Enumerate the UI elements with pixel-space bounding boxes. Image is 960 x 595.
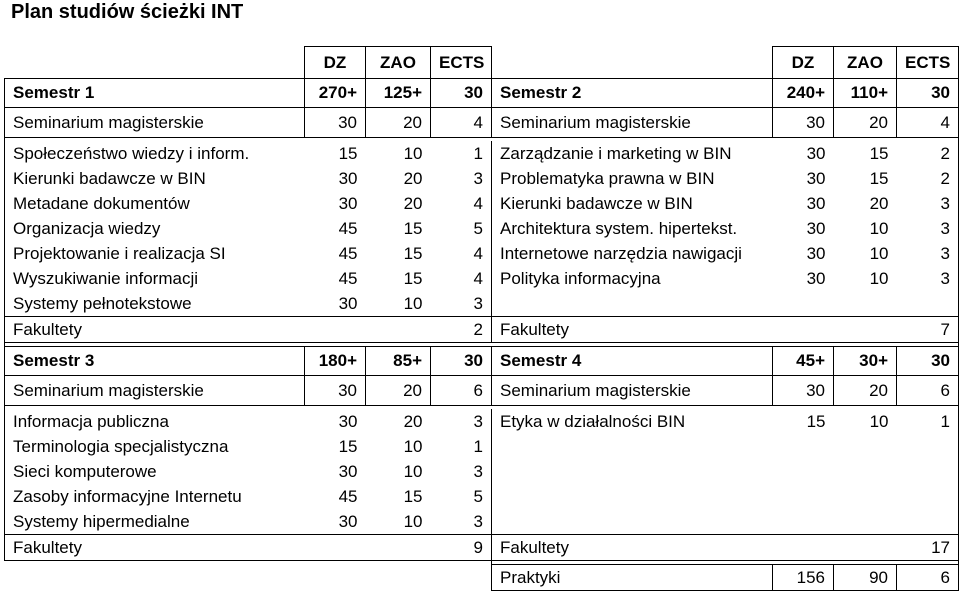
course-ects: 2 [897,166,959,191]
course-name: Etyka w działalności BIN [500,412,686,431]
seminar-ects: 6 [897,376,959,406]
course-row [5,241,959,266]
course-ects: 3 [431,166,492,191]
header-dz: DZ [773,47,834,79]
semester-ects: 30 [897,347,959,376]
course-name: Metadane dokumentów [5,191,305,216]
electives-name: Fakultety [492,535,773,561]
course-ects: 1 [431,141,492,166]
electives-name: Fakultety [492,317,773,343]
course-name: Projektowanie i realizacja SI [5,241,305,266]
internship-row [5,565,959,591]
study-plan-table [4,46,959,591]
course-row [5,434,959,459]
course-zao: 10 [869,219,889,238]
course-name: Terminologia specjalistyczna [5,434,305,459]
course-name: Sieci komputerowe [5,459,305,484]
course-dz: 45 [338,244,358,263]
course-zao: 20 [403,412,423,431]
course-name: Wyszukiwanie informacji [5,266,305,291]
header-dz: DZ [305,47,366,79]
course-dz: 45 [338,269,358,288]
course-ects: 3 [897,241,959,266]
course-dz: 30 [806,269,826,288]
course-zao: 10 [366,509,431,535]
header-zao: ZAO [366,47,431,79]
seminar-dz: 30 [305,376,366,406]
electives-name: Fakultety [5,317,305,343]
seminar-name: Seminarium magisterskie [492,108,773,138]
seminar-row [5,108,959,138]
course-name: Kierunki badawcze w BIN [5,166,305,191]
course-row [5,141,959,166]
seminar-zao: 20 [366,376,431,406]
course-row [5,409,959,434]
course-ects: 3 [897,216,959,241]
course-name: Informacja publiczna [5,409,305,434]
semester-name: Semestr 2 [492,79,773,108]
course-dz: 30 [806,219,826,238]
internship-ects: 6 [897,565,959,591]
course-name: Problematyka prawna w BIN [500,169,715,188]
course-ects: 5 [431,484,492,509]
semester-dz: 45+ [773,347,834,376]
course-dz: 30 [338,412,358,431]
course-row [5,166,959,191]
semester-name: Semestr 3 [5,347,305,376]
course-row [5,484,959,509]
course-dz: 30 [305,291,366,317]
semester-zao: 110+ [834,79,897,108]
course-zao: 15 [403,219,423,238]
page-title: Plan studiów ścieżki INT [11,1,244,23]
course-name: Internetowe narzędzia nawigacji [500,244,742,263]
seminar-name: Seminarium magisterskie [5,376,305,406]
seminar-dz: 30 [773,376,834,406]
header-ects: ECTS [431,47,492,79]
course-row [5,216,959,241]
course-name: Zarządzanie i marketing w BIN [500,144,732,163]
course-name: Systemy hipermedialne [5,509,305,535]
semester-ects: 30 [431,347,492,376]
course-ects: 4 [431,266,492,291]
course-dz: 30 [806,169,826,188]
semester-dz: 180+ [305,347,366,376]
semester-dz: 240+ [773,79,834,108]
course-zao: 15 [403,487,423,506]
course-name: Systemy pełnotekstowe [5,291,305,317]
course-dz: 30 [806,144,826,163]
course-zao: 10 [869,244,889,263]
course-zao: 10 [869,269,889,288]
course-ects: 3 [431,291,492,317]
electives-row [5,535,959,561]
course-name: Architektura system. hipertekst. [500,219,738,238]
semester-row [5,347,959,376]
course-dz: 15 [338,437,358,456]
course-ects: 2 [897,141,959,166]
course-row [5,459,959,484]
electives-name: Fakultety [5,535,305,561]
course-dz: 30 [305,509,366,535]
course-dz: 45 [338,219,358,238]
course-ects: 3 [431,459,492,484]
seminar-name: Seminarium magisterskie [492,376,773,406]
semester-ects: 30 [897,79,959,108]
course-zao: 20 [403,194,423,213]
course-row [5,266,959,291]
seminar-zao: 20 [834,376,897,406]
course-ects: 3 [431,409,492,434]
course-dz: 30 [338,169,358,188]
course-zao: 10 [366,291,431,317]
semester-name: Semestr 4 [492,347,773,376]
course-name: Zasoby informacyjne Internetu [5,484,305,509]
seminar-ects: 6 [431,376,492,406]
header-zao: ZAO [834,47,897,79]
semester-ects: 30 [431,79,492,108]
seminar-name: Seminarium magisterskie [5,108,305,138]
course-ects: 3 [897,191,959,216]
course-row [5,509,959,535]
course-dz: 15 [806,412,826,431]
semester-dz: 270+ [305,79,366,108]
seminar-ects: 4 [431,108,492,138]
column-header-row [5,47,959,79]
seminar-zao: 20 [366,108,431,138]
course-dz: 15 [338,144,358,163]
seminar-ects: 4 [897,108,959,138]
course-ects: 5 [431,216,492,241]
course-ects: 3 [431,509,492,535]
course-zao: 10 [403,462,423,481]
electives-ects: 7 [897,317,959,343]
course-name: Polityka informacyjna [500,269,661,288]
course-zao: 20 [403,169,423,188]
course-dz: 30 [806,244,826,263]
course-zao: 10 [403,437,423,456]
course-dz: 45 [338,487,358,506]
semester-zao: 30+ [834,347,897,376]
semester-row [5,79,959,108]
course-ects: 4 [431,241,492,266]
course-dz: 30 [338,462,358,481]
seminar-zao: 20 [834,108,897,138]
course-zao: 10 [403,144,423,163]
course-dz: 30 [806,194,826,213]
course-ects: 3 [897,266,959,291]
electives-ects: 17 [897,535,959,561]
course-name: Społeczeństwo wiedzy i inform. [5,141,305,166]
semester-zao: 85+ [366,347,431,376]
course-ects: 1 [431,434,492,459]
electives-row [5,317,959,343]
course-row [5,291,959,317]
electives-ects: 2 [431,317,492,343]
semester-name: Semestr 1 [5,79,305,108]
course-row [5,191,959,216]
seminar-dz: 30 [773,108,834,138]
header-ects: ECTS [897,47,959,79]
seminar-dz: 30 [305,108,366,138]
internship-name: Praktyki [492,565,773,591]
course-ects: 1 [897,409,959,434]
course-zao: 15 [403,244,423,263]
course-zao: 15 [869,169,889,188]
course-name: Organizacja wiedzy [5,216,305,241]
internship-dz: 156 [773,565,834,591]
course-zao: 15 [869,144,889,163]
semester-zao: 125+ [366,79,431,108]
course-zao: 10 [869,412,889,431]
internship-zao: 90 [834,565,897,591]
seminar-row [5,376,959,406]
course-zao: 15 [403,269,423,288]
electives-ects: 9 [431,535,492,561]
course-ects: 4 [431,191,492,216]
course-zao: 20 [869,194,889,213]
course-name: Kierunki badawcze w BIN [500,194,693,213]
course-dz: 30 [338,194,358,213]
